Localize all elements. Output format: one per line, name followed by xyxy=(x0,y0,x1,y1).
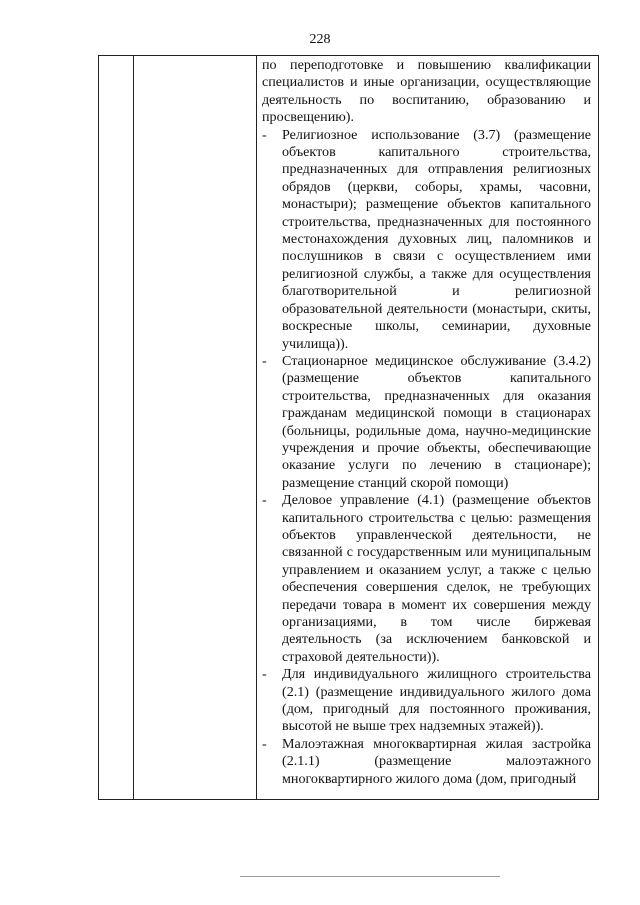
list-item-text: Для индивидуального жилищного строительства (2.1) (размещение индивидуального жилого дома (дом, пригодный для постоянного проживания, высотой не выше трех надземных этажей)). xyxy=(282,666,591,735)
list-item-text: Малоэтажная многоквартирная жилая застройка (2.1.1) (размещение малоэтажного многоквартирного жилого дома (дом, пригодный xyxy=(282,735,591,787)
column-divider-1 xyxy=(133,55,134,800)
list-item-religious-use xyxy=(262,127,591,353)
dash-marker: - xyxy=(262,492,267,509)
dash-marker: - xyxy=(262,666,267,683)
list-item-text: Стационарное медицинское обслуживание (3.4.2) (размещение объектов капитального строительства, предназначенных для оказания гражданам медицинской помощи в стационарах (больницы, родильные дома, научно-медицинские учреждения и прочие объекты, обеспечивающие оказание услуги по лечению в стационаре); размещение станций скорой помощи) xyxy=(282,352,591,491)
list-item-text: Деловое управление (4.1) (размещение объектов капитального строительства с целью: размещения объектов управленческой деятельности, не связанной с государственным или муниципальным управлением и оказанием услуг, а также с целью обеспечения совершения сделок, не требующих передачи товара в момент их совершения между организациями, в том числе биржевая деятельность (за исключением банковской и страховой деятельности)). xyxy=(282,492,591,665)
list-item-text: Религиозное использование (3.7) (размещение объектов капитального строительства, предназначенных для отправления религиозных обрядов (церкви, соборы, храмы, часовни, монастыри); размещение объектов капитального строительства, предназначенных для постоянного местонахождения духовных лиц, паломников и послушников в связи с осуществлением ими религиозной службы, а также для осуществления благотворительной и религиозной образовательной деятельности (монастыри, скиты, воскресные школы, семинарии, духовные училища)). xyxy=(282,126,591,352)
list-item-lowrise-apartments xyxy=(262,736,591,788)
page-number: 228 xyxy=(309,32,331,47)
permitted-use-cell xyxy=(262,57,591,788)
column-divider-2 xyxy=(256,55,257,800)
list-item-business-management xyxy=(262,492,591,666)
dash-marker: - xyxy=(262,126,267,143)
scan-edge-line xyxy=(240,876,500,877)
intro-paragraph: по переподготовке и повышению квалификации специалистов и иные организации, осуществляющие деятельность по воспитанию, образованию и просвещению). xyxy=(262,57,591,126)
dash-marker: - xyxy=(262,352,267,369)
dash-marker: - xyxy=(262,735,267,752)
list-item-inpatient-medical xyxy=(262,353,591,492)
list-item-individual-housing xyxy=(262,666,591,736)
